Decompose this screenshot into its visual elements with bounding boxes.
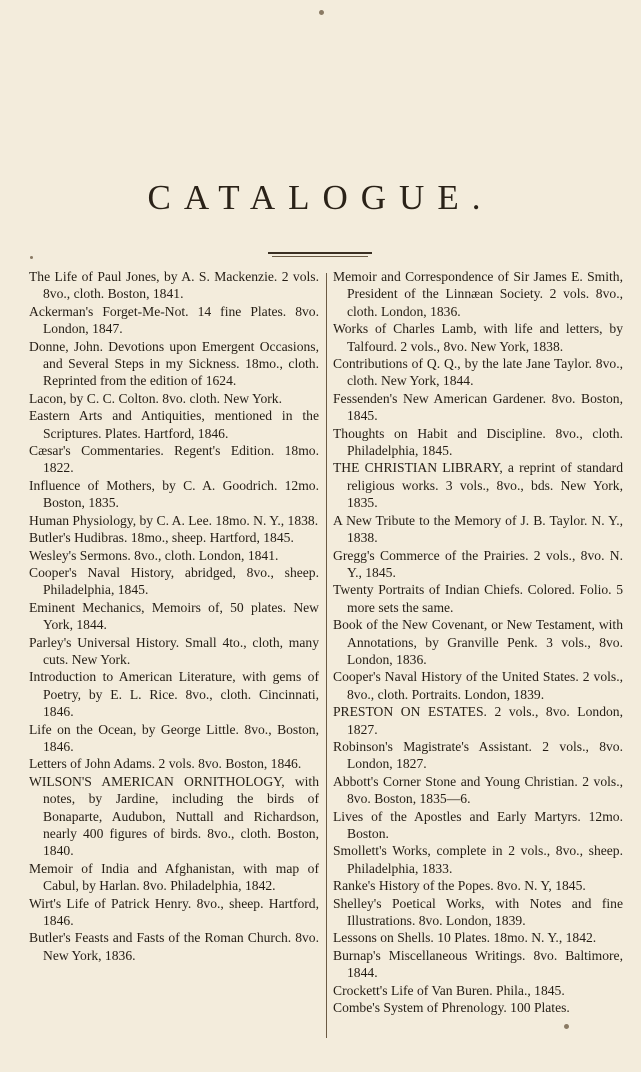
catalogue-entry: Butler's Feasts and Fasts of the Roman Church. 8vo. New York, 1836.	[29, 930, 319, 963]
catalogue-entry: PRESTON ON ESTATES. 2 vols., 8vo. London, 1827.	[333, 704, 623, 737]
catalogue-entry: Wesley's Sermons. 8vo., cloth. London, 1841.	[29, 547, 279, 563]
catalogue-entry: Burnap's Miscellaneous Writings. 8vo. Baltimore, 1844.	[333, 947, 623, 981]
catalogue-entry: Combe's System of Phrenology. 100 Plates.	[333, 1000, 570, 1016]
catalogue-entry: Twenty Portraits of Indian Chiefs. Colored. Folio. 5 more sets the same.	[333, 582, 623, 615]
catalogue-entry: The Life of Paul Jones, by A. S. Mackenzie. 2 vols. 8vo., cloth. Boston, 1841.	[29, 269, 319, 302]
paper-speck	[30, 256, 33, 259]
catalogue-entry: Book of the New Covenant, or New Testament, with Annotations, by Granville Penk. 3 vols., 8vo. London, 1836.	[333, 617, 623, 667]
catalogue-entry: Ackerman's Forget-Me-Not. 14 fine Plates. 8vo. London, 1847.	[29, 303, 319, 337]
catalogue-entry: Cooper's Naval History, abridged, 8vo., sheep. Philadelphia, 1845.	[29, 564, 319, 598]
catalogue-entry: Smollett's Works, complete in 2 vols., 8vo., sheep. Philadelphia, 1833.	[333, 843, 623, 876]
catalogue-entry: Gregg's Commerce of the Prairies. 2 vols., 8vo. N. Y., 1845.	[333, 547, 623, 580]
catalogue-entry: A New Tribute to the Memory of J. B. Taylor. N. Y., 1838.	[333, 512, 623, 546]
catalogue-entry: Letters of John Adams. 2 vols. 8vo. Boston, 1846.	[29, 756, 302, 772]
catalogue-entry: Introduction to American Literature, with gems of Poetry, by E. L. Rice. 8vo., cloth. Cincinnati, 1846.	[29, 669, 319, 720]
catalogue-entry: Life on the Ocean, by George Little. 8vo., Boston, 1846.	[29, 721, 319, 754]
column-divider	[326, 273, 327, 1038]
catalogue-entry: Lacon, by C. C. Colton. 8vo. cloth. New York.	[29, 390, 282, 406]
catalogue-entry: WILSON'S AMERICAN ORNITHOLOGY, with notes, by Jardine, including the birds of Bonaparte, Audubon, Nuttall and Richardson, nearly 400 figures of birds. 8vo., cloth. Boston, 1840.	[29, 773, 319, 859]
catalogue-entry: Parley's Universal History. Small 4to., cloth, many cuts. New York.	[29, 634, 319, 667]
catalogue-entry: Donne, John. Devotions upon Emergent Occasions, and Several Steps in my Sickness. 18mo., cloth. Reprinted from the edition of 1624.	[29, 338, 319, 389]
catalogue-entry: Eastern Arts and Antiquities, mentioned in the Scriptures. Plates. Hartford, 1846.	[29, 408, 319, 441]
paper-speck	[564, 1024, 569, 1029]
catalogue-entry: Memoir and Correspondence of Sir James E. Smith, President of the Linnæan Society. 2 vols. 8vo., cloth. London, 1836.	[333, 269, 623, 319]
catalogue-entry: Fessenden's New American Gardener. 8vo. Boston, 1845.	[333, 390, 623, 424]
catalogue-entry: Crockett's Life of Van Buren. Phila., 1845.	[333, 982, 565, 998]
catalogue-entry: Lives of the Apostles and Early Martyrs. 12mo. Boston.	[333, 808, 623, 841]
title-rule	[268, 252, 372, 254]
catalogue-entry: Cooper's Naval History of the United States. 2 vols., 8vo., cloth. Portraits. London, 1839.	[333, 669, 623, 702]
catalogue-entry: Robinson's Magistrate's Assistant. 2 vols., 8vo. London, 1827.	[333, 738, 623, 772]
catalogue-entry: THE CHRISTIAN LIBRARY, a reprint of standard religious works. 3 vols., 8vo., bds. New York, 1835.	[333, 460, 623, 511]
catalogue-entry: Abbott's Corner Stone and Young Christian. 2 vols., 8vo. Boston, 1835—6.	[333, 773, 623, 807]
catalogue-entry: Eminent Mechanics, Memoirs of, 50 plates. New York, 1844.	[29, 599, 319, 633]
catalogue-entry: Ranke's History of the Popes. 8vo. N. Y, 1845.	[333, 878, 586, 894]
title-rule-thin	[272, 256, 368, 257]
catalogue-entry: Wirt's Life of Patrick Henry. 8vo., sheep. Hartford, 1846.	[29, 895, 319, 929]
left-column	[29, 268, 319, 964]
catalogue-entry: Thoughts on Habit and Discipline. 8vo., cloth. Philadelphia, 1845.	[333, 425, 623, 459]
catalogue-entry: Memoir of India and Afghanistan, with map of Cabul, by Harlan. 8vo. Philadelphia, 1842.	[29, 860, 319, 894]
catalogue-entry: Lessons on Shells. 10 Plates. 18mo. N. Y., 1842.	[333, 930, 597, 946]
paper-speck	[319, 10, 324, 15]
catalogue-entry: Works of Charles Lamb, with life and letters, by Talfourd. 2 vols., 8vo. New York, 1838.	[333, 321, 623, 354]
catalogue-entry: Butler's Hudibras. 18mo., sheep. Hartford, 1845.	[29, 530, 294, 546]
page-title: CATALOGUE.	[147, 178, 494, 217]
catalogue-entry: Influence of Mothers, by C. A. Goodrich. 12mo. Boston, 1835.	[29, 477, 319, 511]
catalogue-entry: Human Physiology, by C. A. Lee. 18mo. N. Y., 1838.	[29, 512, 319, 528]
catalogue-entry: Cæsar's Commentaries. Regent's Edition. 18mo. 1822.	[29, 443, 319, 476]
right-column	[333, 268, 623, 1016]
catalogue-entry: Shelley's Poetical Works, with Notes and fine Illustrations. 8vo. London, 1839.	[333, 895, 623, 929]
catalogue-entry: Contributions of Q. Q., by the late Jane Taylor. 8vo., cloth. New York, 1844.	[333, 356, 623, 389]
